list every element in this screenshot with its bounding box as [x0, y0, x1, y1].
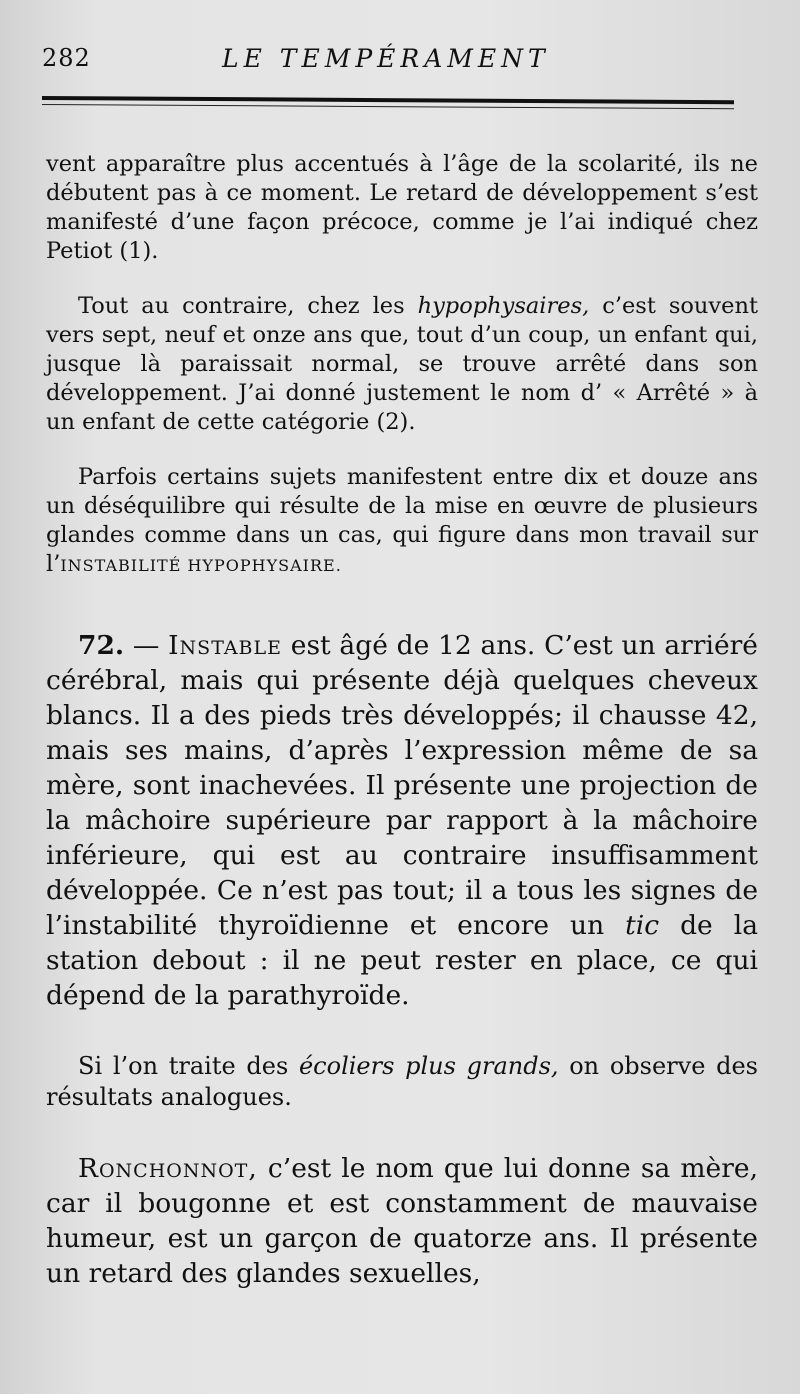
case-text-b: de la station debout : il ne peut rester en place, ce qui dépend de la parathyroïde.	[46, 910, 758, 1011]
paragraph-5	[46, 1051, 758, 1113]
case-text-a: est âgé de 12 ans. C’est un arriéré cérébral, mais qui présente déjà quelques cheveux blancs. Il a des pieds très développés; il chausse 42, mais ses mains, d’après l’expression même de sa mère, sont inachevées. Il présente une projection de la mâchoire supérieure par rapport à la mâchoire inférieure, qui est au contraire insuffisamment développée. Ce n’est pas tout; il a tous les signes de l’instabilité thyroïdienne et encore un	[46, 630, 758, 941]
paragraph-1: vent apparaître plus accentués à l’âge de la scolarité, ils ne débutent pas à ce moment. Le retard de développement s’est manifesté d’une façon précoce, comme je l’ai indiqué chez Petiot (1).	[46, 151, 758, 264]
case-number: 72.	[78, 630, 125, 661]
header-rule-thin	[42, 104, 734, 109]
paragraph-6-text: c’est le nom que lui donne sa mère, car il bougonne et est constamment de mauvaise humeur, est un garçon de quatorze ans. Il présente un retard des glandes sexuelles,	[46, 1153, 758, 1289]
paragraph-2	[46, 292, 758, 437]
paragraph-3	[46, 463, 758, 580]
paragraph-3-small-caps: INSTABILITÉ HYPOPHYSAIRE.	[60, 556, 342, 575]
case-dash: —	[124, 630, 169, 661]
paragraph-5-italic: écoliers plus grands,	[298, 1052, 559, 1080]
paragraph-5-text-rest: on observe des résultats analogues.	[46, 1052, 758, 1111]
page-body	[46, 150, 758, 1291]
case-italic-tic: tic	[625, 910, 660, 941]
page-number: 282	[42, 44, 91, 72]
paragraph-2-text-rest: c’est souvent vers sept, neuf et onze ans que, tout d’un coup, un enfant qui, jusque là paraissait normal, se trouve arrêté dans son développement. J’ai donné justement le nom d’ « Arrêté » à un enfant de cette catégorie (2).	[46, 293, 758, 435]
paragraph-2-italic: hypophysaires,	[417, 293, 590, 319]
page-header	[42, 44, 742, 84]
case-name: Instable	[168, 630, 283, 661]
paragraph-6-name: Ronchonnot,	[78, 1153, 258, 1184]
paragraph-5-text-start: Si l’on traite des	[78, 1052, 299, 1080]
running-title: LE TEMPÉRAMENT	[222, 44, 550, 73]
paragraph-3-text-start: Parfois certains sujets manifestent entre dix et douze ans un déséquilibre qui résulte de la mise en œuvre de plusieurs glandes comme dans un cas, qui figure dans mon travail sur l’	[46, 464, 758, 577]
paragraph-2-text-start: Tout au contraire, chez les	[78, 293, 418, 319]
paragraph-6	[46, 1151, 758, 1291]
header-rule-thick	[42, 96, 734, 104]
case-72-paragraph	[46, 628, 758, 1013]
